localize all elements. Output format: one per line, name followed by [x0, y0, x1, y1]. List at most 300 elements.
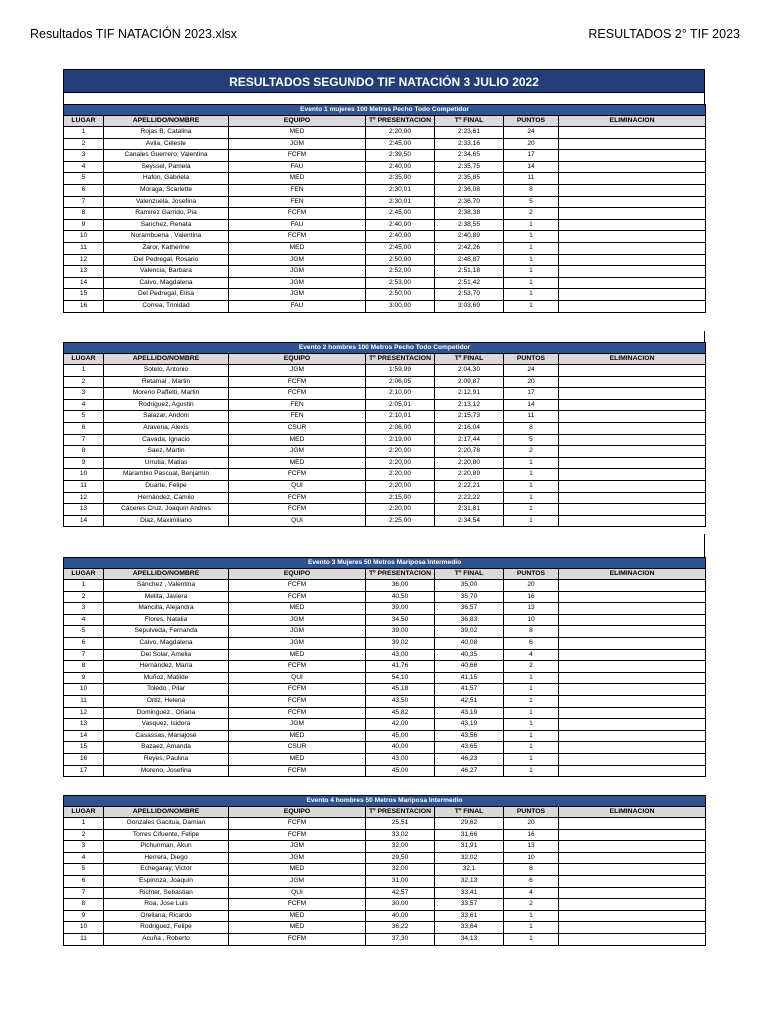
seed-time-cell: 45,00	[366, 765, 435, 777]
team-cell: FCFM	[229, 661, 366, 673]
name-cell: Gonzales Gacitua, Damian	[104, 818, 229, 830]
team-cell: JGM	[229, 614, 366, 626]
seed-time-cell: 39,02	[366, 637, 435, 649]
name-cell: Seyssel, Pamela	[104, 161, 229, 173]
table-row	[64, 492, 706, 504]
elimination-cell	[559, 852, 706, 864]
points-cell: 24	[504, 365, 559, 377]
team-cell: FCFM	[229, 829, 366, 841]
name-cell: Mancilla, Alejandra	[104, 603, 229, 615]
elimination-cell	[559, 864, 706, 876]
team-cell: FEN	[229, 399, 366, 411]
table-row	[64, 254, 706, 266]
elimination-cell	[559, 899, 706, 911]
team-cell: MED	[229, 434, 366, 446]
points-cell: 1	[504, 684, 559, 696]
points-cell: 10	[504, 852, 559, 864]
seed-time-cell: 2:50,00	[366, 289, 435, 301]
table-row	[64, 266, 706, 278]
event-table	[63, 795, 706, 946]
table-row	[64, 603, 706, 615]
seed-time-cell: 2:20,00	[366, 457, 435, 469]
column-header-seed-time: Tº PRESENTACION	[366, 116, 435, 127]
elimination-cell	[559, 161, 706, 173]
team-cell: FCFM	[229, 492, 366, 504]
table-row	[64, 719, 706, 731]
final-time-cell: 36,57	[435, 603, 504, 615]
points-cell: 1	[504, 469, 559, 481]
points-cell: 1	[504, 922, 559, 934]
seed-time-cell: 2:06,00	[366, 422, 435, 434]
team-cell: JGM	[229, 446, 366, 458]
points-cell: 14	[504, 161, 559, 173]
points-cell: 1	[504, 300, 559, 312]
lugar-cell: 5	[64, 173, 104, 185]
lugar-cell: 13	[64, 719, 104, 731]
column-header-name: APELLIDO/NOMBRE	[104, 807, 229, 818]
name-cell: Rodriguez, Agustin	[104, 399, 229, 411]
name-cell: Calvo, Magdalena	[104, 637, 229, 649]
elimination-cell	[559, 707, 706, 719]
name-cell: Rodriguez, Felipe	[104, 922, 229, 934]
lugar-cell: 9	[64, 910, 104, 922]
name-cell: Roa, Jose Luis	[104, 899, 229, 911]
lugar-cell: 1	[64, 365, 104, 377]
points-cell: 20	[504, 580, 559, 592]
elimination-cell	[559, 196, 706, 208]
seed-time-cell: 36,22	[366, 922, 435, 934]
lugar-cell: 15	[64, 742, 104, 754]
final-time-cell: 2:35,75	[435, 161, 504, 173]
points-cell: 1	[504, 480, 559, 492]
team-cell: JGM	[229, 719, 366, 731]
seed-time-cell: 2:20,00	[366, 480, 435, 492]
final-time-cell: 46,27	[435, 765, 504, 777]
table-row	[64, 765, 706, 777]
elimination-cell	[559, 933, 706, 945]
table-row	[64, 637, 706, 649]
final-time-cell: 29,62	[435, 818, 504, 830]
final-time-cell: 32,1	[435, 864, 504, 876]
lugar-cell: 13	[64, 266, 104, 278]
elimination-cell	[559, 376, 706, 388]
team-cell: JGM	[229, 841, 366, 853]
seed-time-cell: 34,50	[366, 614, 435, 626]
final-time-cell: 2:51,42	[435, 277, 504, 289]
name-cell: Hafon, Gabriela	[104, 173, 229, 185]
team-cell: MED	[229, 242, 366, 254]
table-row	[64, 684, 706, 696]
elimination-cell	[559, 411, 706, 423]
seed-time-cell: 41,76	[366, 661, 435, 673]
column-header-points: PUNTOS	[504, 569, 559, 580]
elimination-cell	[559, 591, 706, 603]
seed-time-cell: 2:05,01	[366, 399, 435, 411]
name-cell: Valencia, Barbara	[104, 266, 229, 278]
name-cell: Del Pedregal, Rosario	[104, 254, 229, 266]
name-cell: Toledo , Pilar	[104, 684, 229, 696]
lugar-cell: 11	[64, 933, 104, 945]
seed-time-cell: 2:10,00	[366, 388, 435, 400]
final-time-cell: 2:22,22	[435, 492, 504, 504]
team-cell: JGM	[229, 277, 366, 289]
table-row	[64, 614, 706, 626]
points-cell: 1	[504, 719, 559, 731]
column-header-team: EQUIPO	[229, 354, 366, 365]
seed-time-cell: 37,30	[366, 933, 435, 945]
final-time-cell: 2:42,26	[435, 242, 504, 254]
team-cell: FCFM	[229, 933, 366, 945]
seed-time-cell: 2:20,00	[366, 469, 435, 481]
sheet-title: RESULTADOS SEGUNDO TIF NATACIÓN 3 JULIO 2022	[63, 69, 705, 93]
elimination-cell	[559, 603, 706, 615]
final-time-cell: 2:15,73	[435, 411, 504, 423]
lugar-cell: 1	[64, 818, 104, 830]
points-cell: 1	[504, 266, 559, 278]
elimination-cell	[559, 765, 706, 777]
column-header-team: EQUIPO	[229, 807, 366, 818]
lugar-cell: 1	[64, 127, 104, 139]
seed-time-cell: 1:59,99	[366, 365, 435, 377]
lugar-cell: 10	[64, 469, 104, 481]
seed-time-cell: 2:50,00	[366, 254, 435, 266]
final-time-cell: 40,66	[435, 661, 504, 673]
lugar-cell: 4	[64, 614, 104, 626]
lugar-cell: 14	[64, 730, 104, 742]
seed-time-cell: 39,00	[366, 603, 435, 615]
points-cell: 17	[504, 150, 559, 162]
seed-time-cell: 2:45,00	[366, 208, 435, 220]
final-time-cell: 2:40,89	[435, 231, 504, 243]
elimination-cell	[559, 829, 706, 841]
elimination-cell	[559, 922, 706, 934]
points-cell: 4	[504, 649, 559, 661]
points-cell: 1	[504, 504, 559, 516]
name-cell: Espinoza, Joaquin	[104, 875, 229, 887]
column-header-seed-time: Tº PRESENTACION	[366, 807, 435, 818]
team-cell: FCFM	[229, 150, 366, 162]
lugar-cell: 6	[64, 422, 104, 434]
column-header-points: PUNTOS	[504, 807, 559, 818]
name-cell: Reyes, Paulina	[104, 753, 229, 765]
name-cell: Dominguez , Oriana	[104, 707, 229, 719]
points-cell: 17	[504, 388, 559, 400]
seed-time-cell: 2:52,00	[366, 266, 435, 278]
elimination-cell	[559, 266, 706, 278]
name-cell: Moraga, Scarlette	[104, 184, 229, 196]
final-time-cell: 2:33,16	[435, 138, 504, 150]
points-cell: 8	[504, 864, 559, 876]
lugar-cell: 11	[64, 242, 104, 254]
seed-time-cell: 30,00	[366, 899, 435, 911]
points-cell: 20	[504, 818, 559, 830]
final-time-cell: 2:38,55	[435, 219, 504, 231]
column-header-points: PUNTOS	[504, 116, 559, 127]
team-cell: FCFM	[229, 469, 366, 481]
lugar-cell: 7	[64, 434, 104, 446]
table-row	[64, 626, 706, 638]
points-cell: 8	[504, 626, 559, 638]
lugar-cell: 15	[64, 289, 104, 301]
table-row	[64, 399, 706, 411]
final-time-cell: 2:34,65	[435, 150, 504, 162]
table-row	[64, 411, 706, 423]
name-cell: Sánchez , Valentina	[104, 580, 229, 592]
table-row	[64, 922, 706, 934]
team-cell: FCFM	[229, 231, 366, 243]
team-cell: FCFM	[229, 591, 366, 603]
elimination-cell	[559, 719, 706, 731]
table-row	[64, 422, 706, 434]
name-cell: Valenzuela, Josefina	[104, 196, 229, 208]
table-row	[64, 184, 706, 196]
points-cell: 20	[504, 138, 559, 150]
final-time-cell: 42,51	[435, 695, 504, 707]
table-row	[64, 434, 706, 446]
points-cell: 1	[504, 457, 559, 469]
elimination-cell	[559, 515, 706, 527]
lugar-cell: 9	[64, 219, 104, 231]
points-cell: 2	[504, 661, 559, 673]
file-name: Resultados TIF NATACIÓN 2023.xlsx	[30, 27, 238, 41]
elimination-cell	[559, 910, 706, 922]
seed-time-cell: 2:35,00	[366, 173, 435, 185]
table-row	[64, 649, 706, 661]
team-cell: FCFM	[229, 684, 366, 696]
column-header-team: EQUIPO	[229, 116, 366, 127]
name-cell: Vasquez, Isidora	[104, 719, 229, 731]
column-header-final-time: Tº FINAL	[435, 569, 504, 580]
points-cell: 1	[504, 231, 559, 243]
name-cell: Duarte, Felipe	[104, 480, 229, 492]
lugar-cell: 4	[64, 399, 104, 411]
final-time-cell: 2:38,38	[435, 208, 504, 220]
name-cell: Hernández, Camilo	[104, 492, 229, 504]
table-row	[64, 661, 706, 673]
elimination-cell	[559, 399, 706, 411]
table-row	[64, 829, 706, 841]
table-row	[64, 875, 706, 887]
column-headers	[64, 569, 706, 580]
seed-time-cell: 2:25,00	[366, 515, 435, 527]
elimination-cell	[559, 818, 706, 830]
team-cell: FCFM	[229, 707, 366, 719]
lugar-cell: 2	[64, 829, 104, 841]
column-header-elimination: ELIMINACION	[559, 116, 706, 127]
seed-time-cell: 2:20,00	[366, 127, 435, 139]
final-time-cell: 2:35,85	[435, 173, 504, 185]
final-time-cell: 35,70	[435, 591, 504, 603]
elimination-cell	[559, 887, 706, 899]
column-header-lugar: LUGAR	[64, 569, 104, 580]
team-cell: MED	[229, 922, 366, 934]
team-cell: MED	[229, 649, 366, 661]
final-time-cell: 2:23,61	[435, 127, 504, 139]
lugar-cell: 11	[64, 695, 104, 707]
column-header-final-time: Tº FINAL	[435, 354, 504, 365]
table-row	[64, 457, 706, 469]
seed-time-cell: 2:40,00	[366, 219, 435, 231]
table-row	[64, 138, 706, 150]
lugar-cell: 5	[64, 411, 104, 423]
elimination-cell	[559, 753, 706, 765]
table-row	[64, 852, 706, 864]
table-row	[64, 591, 706, 603]
elimination-cell	[559, 469, 706, 481]
elimination-cell	[559, 492, 706, 504]
elimination-cell	[559, 289, 706, 301]
elimination-cell	[559, 127, 706, 139]
final-time-cell: 40,08	[435, 637, 504, 649]
team-cell: JGM	[229, 254, 366, 266]
name-cell: Salazar, Andoni	[104, 411, 229, 423]
final-time-cell: 2:16,04	[435, 422, 504, 434]
team-cell: FEN	[229, 184, 366, 196]
points-cell: 2	[504, 899, 559, 911]
team-cell: MED	[229, 603, 366, 615]
final-time-cell: 2:17,44	[435, 434, 504, 446]
elimination-cell	[559, 841, 706, 853]
column-header-elimination: ELIMINACION	[559, 807, 706, 818]
team-cell: JGM	[229, 875, 366, 887]
divider	[704, 534, 705, 558]
name-cell: Cavada, Ignacio	[104, 434, 229, 446]
elimination-cell	[559, 138, 706, 150]
name-cell: Orellana, Ricardo	[104, 910, 229, 922]
elimination-cell	[559, 150, 706, 162]
seed-time-cell: 2:30,01	[366, 196, 435, 208]
lugar-cell: 10	[64, 684, 104, 696]
name-cell: Echegaray, Victor	[104, 864, 229, 876]
event-table	[63, 104, 706, 313]
seed-time-cell: 40,50	[366, 591, 435, 603]
lugar-cell: 6	[64, 875, 104, 887]
lugar-cell: 11	[64, 480, 104, 492]
name-cell: Sotelo, Antonio	[104, 365, 229, 377]
seed-time-cell: 40,00	[366, 742, 435, 754]
elimination-cell	[559, 504, 706, 516]
seed-time-cell: 54,10	[366, 672, 435, 684]
points-cell: 1	[504, 910, 559, 922]
name-cell: Flores, Natalia	[104, 614, 229, 626]
points-cell: 1	[504, 219, 559, 231]
table-row	[64, 480, 706, 492]
table-row	[64, 753, 706, 765]
points-cell: 13	[504, 841, 559, 853]
lugar-cell: 3	[64, 388, 104, 400]
title-gap	[63, 93, 705, 104]
lugar-cell: 16	[64, 753, 104, 765]
seed-time-cell: 29,50	[366, 852, 435, 864]
name-cell: Correa, Trinidad	[104, 300, 229, 312]
elimination-cell	[559, 614, 706, 626]
final-time-cell: 41,15	[435, 672, 504, 684]
table-row	[64, 127, 706, 139]
table-row	[64, 219, 706, 231]
elimination-cell	[559, 208, 706, 220]
elimination-cell	[559, 434, 706, 446]
elimination-cell	[559, 637, 706, 649]
lugar-cell: 10	[64, 231, 104, 243]
points-cell: 2	[504, 208, 559, 220]
lugar-cell: 7	[64, 649, 104, 661]
team-cell: FAU	[229, 219, 366, 231]
points-cell: 4	[504, 887, 559, 899]
event-table	[63, 342, 706, 527]
seed-time-cell: 2:40,00	[366, 231, 435, 243]
event-title: Evento 2 hombres 100 Metros Pecho Todo Competidor	[64, 343, 706, 354]
lugar-cell: 3	[64, 150, 104, 162]
seed-time-cell: 2:20,00	[366, 504, 435, 516]
final-time-cell: 31,91	[435, 841, 504, 853]
name-cell: Richter, Sebastian	[104, 887, 229, 899]
table-row	[64, 933, 706, 945]
points-cell: 1	[504, 765, 559, 777]
seed-time-cell: 33,02	[366, 829, 435, 841]
event-title: Evento 3 Mujeres 50 Metros Mariposa Intermedio	[64, 558, 706, 569]
final-time-cell: 2:12,91	[435, 388, 504, 400]
table-row	[64, 196, 706, 208]
table-row	[64, 277, 706, 289]
name-cell: Urrutia, Matias	[104, 457, 229, 469]
team-cell: MED	[229, 127, 366, 139]
name-cell: Acuña , Roberto	[104, 933, 229, 945]
final-time-cell: 2:48,87	[435, 254, 504, 266]
elimination-cell	[559, 730, 706, 742]
elimination-cell	[559, 457, 706, 469]
table-row	[64, 446, 706, 458]
points-cell: 5	[504, 196, 559, 208]
team-cell: QUI	[229, 887, 366, 899]
table-row	[64, 672, 706, 684]
final-time-cell: 33,64	[435, 922, 504, 934]
name-cell: Del Pedregal, Elisa	[104, 289, 229, 301]
table-row	[64, 150, 706, 162]
name-cell: Canales Guerrero, Valentina	[104, 150, 229, 162]
seed-time-cell: 45,18	[366, 684, 435, 696]
name-cell: Sepulveda, Fernanda	[104, 626, 229, 638]
table-row	[64, 376, 706, 388]
table-row	[64, 365, 706, 377]
seed-time-cell: 2:10,01	[366, 411, 435, 423]
table-row	[64, 818, 706, 830]
elimination-cell	[559, 422, 706, 434]
points-cell: 1	[504, 753, 559, 765]
table-row	[64, 388, 706, 400]
column-header-lugar: LUGAR	[64, 354, 104, 365]
name-cell: Casassas, Mariajosé	[104, 730, 229, 742]
name-cell: Norambuena , Valentina	[104, 231, 229, 243]
sheet-label: RESULTADOS 2° TIF 2023	[588, 27, 740, 41]
event-title: Evento 4 hombres 50 Metros Mariposa Intermedio	[64, 796, 706, 807]
name-cell: Diaz, Maximiliano	[104, 515, 229, 527]
elimination-cell	[559, 184, 706, 196]
final-time-cell: 35,00	[435, 580, 504, 592]
elimination-cell	[559, 231, 706, 243]
lugar-cell: 9	[64, 672, 104, 684]
elimination-cell	[559, 661, 706, 673]
points-cell: 1	[504, 277, 559, 289]
table-row	[64, 899, 706, 911]
name-cell: Hernández, María	[104, 661, 229, 673]
team-cell: MED	[229, 753, 366, 765]
team-cell: FCFM	[229, 899, 366, 911]
points-cell: 6	[504, 637, 559, 649]
final-time-cell: 31,66	[435, 829, 504, 841]
lugar-cell: 12	[64, 492, 104, 504]
elimination-cell	[559, 480, 706, 492]
final-time-cell: 33,57	[435, 899, 504, 911]
